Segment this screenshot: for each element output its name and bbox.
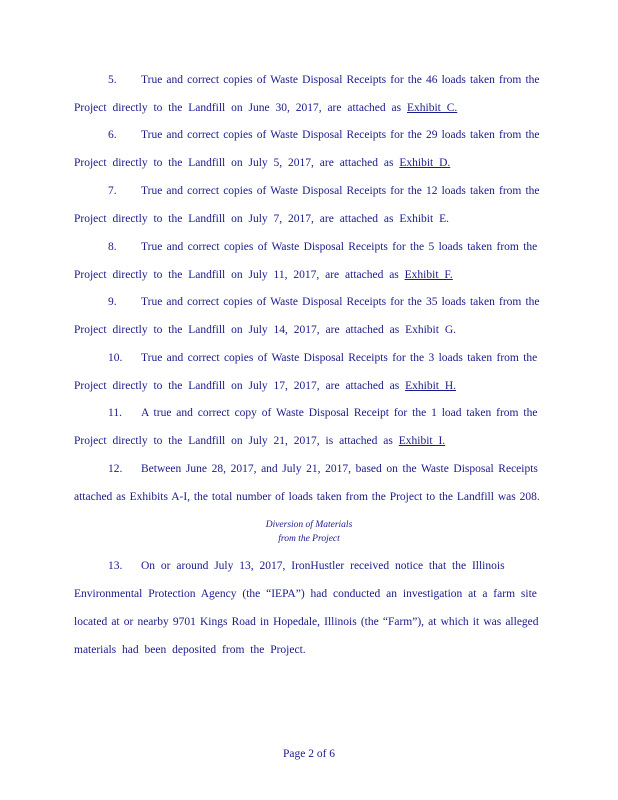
- exhibit-reference: Exhibit I.: [398, 435, 446, 447]
- paragraph-number: 9.: [108, 296, 117, 308]
- paragraph-line: Between June 28, 2017, and July 21, 2017, based on the Waste Disposal Receipts: [141, 463, 538, 475]
- paragraph-number: 8.: [108, 241, 117, 253]
- paragraph-line: Project directly to the Landfill on July 14, 2017, are attached as Exhibit G.: [74, 324, 456, 336]
- section-heading-line-2: from the Project: [278, 534, 340, 544]
- paragraph-line: True and correct copies of Waste Disposal Receipts for the 35 loads taken from the: [141, 296, 540, 308]
- paragraph-line: True and correct copies of Waste Disposal Receipts for the 5 loads taken from the: [141, 241, 538, 253]
- paragraph-line: Project directly to the Landfill on July 17, 2017, are attached as: [74, 380, 400, 392]
- paragraph-number: 5.: [108, 74, 117, 86]
- paragraph-line: True and correct copies of Waste Disposal Receipts for the 12 loads taken from the: [141, 185, 540, 197]
- paragraph-line: Project directly to the Landfill on July 11, 2017, are attached as: [74, 269, 399, 281]
- exhibit-reference: Exhibit D.: [399, 157, 451, 169]
- paragraph-line: On or around July 13, 2017, IronHustler received notice that the Illinois: [141, 560, 505, 572]
- paragraph-line: attached as Exhibits A-I, the total number of loads taken from the Project to the Landfill was 208.: [74, 491, 540, 503]
- paragraph-line: Project directly to the Landfill on June 30, 2017, are attached as: [74, 102, 402, 114]
- paragraph-line: True and correct copies of Waste Disposal Receipts for the 3 loads taken from the: [141, 352, 538, 364]
- paragraph-line: Environmental Protection Agency (the “IEPA”) had conducted an investigation at a farm site: [74, 588, 537, 600]
- paragraph-line: Project directly to the Landfill on July 21, 2017, is attached as: [74, 435, 393, 447]
- paragraph-line: True and correct copies of Waste Disposal Receipts for the 29 loads taken from the: [141, 129, 540, 141]
- paragraph-line: Project directly to the Landfill on July 7, 2017, are attached as Exhibit E.: [74, 213, 449, 225]
- exhibit-reference: Exhibit H.: [405, 380, 457, 392]
- paragraph-number: 13.: [108, 560, 123, 572]
- paragraph-line: A true and correct copy of Waste Disposal Receipt for the 1 load taken from the: [141, 407, 538, 419]
- paragraph-number: 7.: [108, 185, 117, 197]
- paragraph-number: 12.: [108, 463, 123, 475]
- exhibit-reference: Exhibit F.: [404, 269, 453, 281]
- paragraph-line: True and correct copies of Waste Disposal Receipts for the 46 loads taken from the: [141, 74, 540, 86]
- paragraph-line: located at or nearby 9701 Kings Road in Hopedale, Illinois (the “Farm”), at which it was alleged: [74, 616, 539, 628]
- section-heading-line-1: Diversion of Materials: [265, 520, 353, 530]
- exhibit-reference: Exhibit C.: [407, 102, 458, 114]
- paragraph-number: 6.: [108, 129, 117, 141]
- paragraph-line: materials had been deposited from the Project.: [74, 644, 306, 656]
- paragraph-number: 11.: [108, 407, 122, 419]
- page-number: Page 2 of 6: [282, 748, 336, 760]
- paragraph-line: Project directly to the Landfill on July 5, 2017, are attached as: [74, 157, 394, 169]
- paragraph-number: 10.: [108, 352, 123, 364]
